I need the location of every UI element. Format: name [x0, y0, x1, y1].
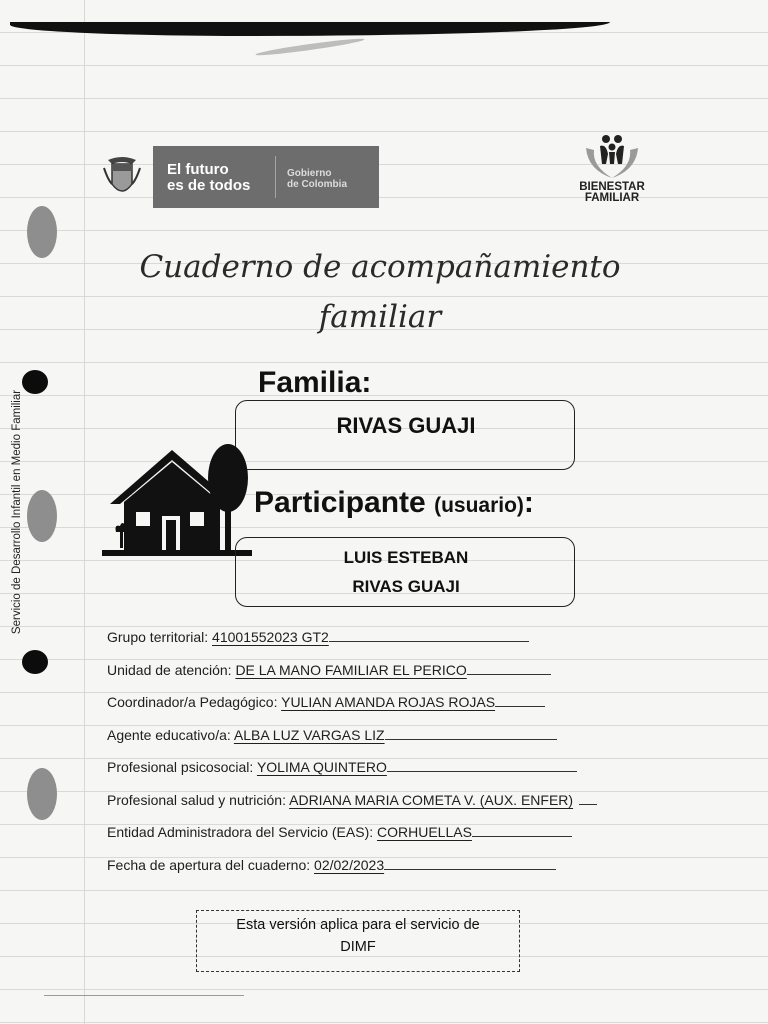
binder-hole	[27, 490, 57, 542]
field-underline	[467, 656, 551, 675]
family-hands-icon	[582, 132, 642, 180]
field-underline	[387, 753, 577, 772]
ink-blot	[22, 370, 48, 394]
familia-box	[235, 400, 575, 470]
field-value: YULIAN AMANDA ROJAS ROJAS	[281, 694, 496, 710]
participante-value	[236, 543, 576, 601]
page-title	[100, 242, 660, 342]
scan-shadow-top	[10, 22, 610, 36]
binder-hole	[27, 768, 57, 820]
field-label: Profesional psicosocial:	[107, 759, 254, 775]
field-grupo-territorial	[107, 623, 707, 656]
field-profesional-psicosocial	[107, 753, 707, 786]
field-label: Unidad de atención:	[107, 661, 232, 678]
government-label	[287, 168, 367, 190]
field-label: Coordinador/a Pedagógico:	[107, 694, 278, 710]
field-label: Profesional salud y nutrición:	[107, 791, 286, 808]
participante-label-colon: :	[523, 486, 534, 519]
field-label: Entidad Administradora del Servicio (EAS):	[107, 824, 374, 840]
participante-name-line2: RIVAS GUAJI	[352, 577, 460, 596]
title-line1: Cuaderno de acompañamiento	[139, 249, 621, 285]
version-note	[196, 910, 520, 972]
brand-slogan	[167, 162, 277, 194]
field-underline	[385, 721, 557, 740]
field-value: ADRIANA MARIA COMETA V. (AUX. ENFER)	[289, 791, 574, 808]
field-label: Agente educativo/a:	[107, 726, 231, 743]
binder-hole	[27, 206, 57, 258]
bienestar-familiar-logo	[574, 132, 650, 212]
field-underline	[472, 818, 572, 837]
participante-label	[254, 486, 534, 520]
familia-value: RIVAS GUAJI	[336, 413, 476, 438]
field-value: CORHUELLAS	[377, 824, 472, 840]
field-underline	[329, 623, 529, 642]
government-label-line1: Gobierno	[287, 168, 332, 179]
info-fields	[107, 623, 707, 883]
field-value: DE LA MANO FAMILIAR EL PERICO	[235, 661, 467, 678]
field-profesional-salud	[107, 786, 707, 819]
brand-slogan-line2: es de todos	[167, 177, 251, 194]
field-label: Fecha de apertura del cuaderno:	[107, 856, 311, 873]
participante-label-main: Participante	[254, 486, 426, 519]
field-value: 41001552023 GT2	[212, 629, 329, 645]
field-label: Grupo territorial:	[107, 629, 209, 645]
field-underline	[579, 786, 597, 805]
field-agente-educativo	[107, 721, 707, 754]
version-note-line2: DIMF	[340, 939, 376, 955]
field-unidad-atencion	[107, 656, 707, 689]
bienestar-label-line1: BIENESTAR	[579, 181, 645, 193]
participante-label-sub: (usuario)	[434, 494, 524, 517]
margin-line	[84, 0, 85, 1024]
government-label-line2: de Colombia	[287, 179, 348, 190]
side-service-text: Servicio de Desarrollo Infantil en Medio Familiar	[11, 389, 23, 635]
title-line2: familiar	[318, 299, 442, 335]
field-value: 02/02/2023	[314, 856, 385, 873]
coat-of-arms-icon	[102, 154, 142, 200]
brand-slogan-line1: El futuro	[167, 161, 229, 178]
field-entidad-administradora	[107, 818, 707, 851]
field-value: YOLIMA QUINTERO	[256, 759, 387, 775]
field-coordinador-pedagogico	[107, 688, 707, 721]
field-fecha-apertura	[107, 851, 707, 884]
familia-label: Familia:	[258, 366, 372, 399]
scan-scuff	[255, 36, 365, 57]
brand-divider	[275, 156, 276, 198]
field-underline	[495, 688, 545, 707]
house-icon	[102, 440, 254, 560]
government-brand-logo	[153, 146, 379, 208]
ink-blot	[22, 650, 48, 674]
participante-name-line1: LUIS ESTEBAN	[343, 548, 469, 567]
field-underline	[384, 851, 556, 870]
participante-box	[235, 537, 575, 607]
field-value: ALBA LUZ VARGAS LIZ	[233, 726, 385, 743]
bienestar-label-line2: FAMILIAR	[584, 192, 640, 204]
version-note-line1: Esta versión aplica para el servicio de	[236, 917, 480, 933]
bottom-rule	[44, 995, 244, 996]
